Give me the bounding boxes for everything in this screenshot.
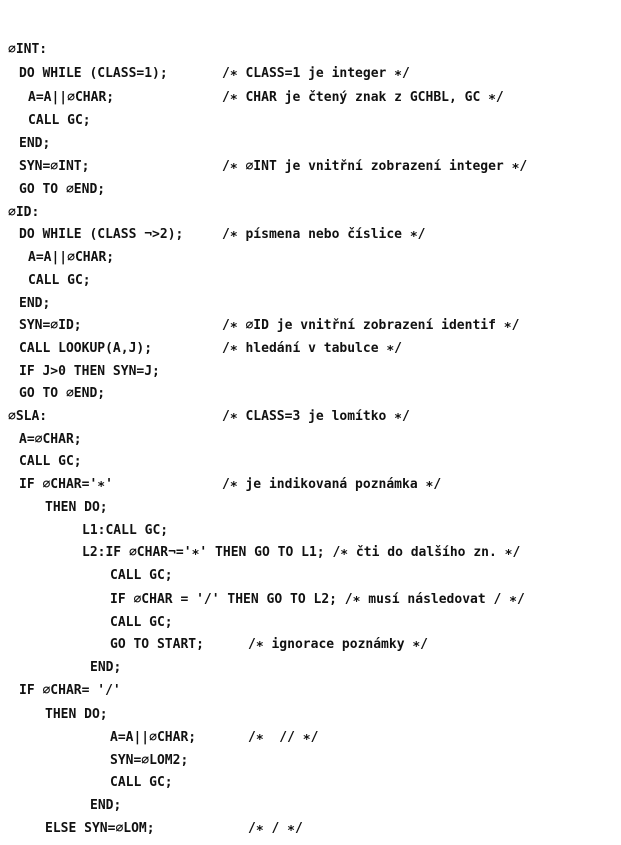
code-text: CALL GC;	[110, 615, 173, 630]
code-text: IF ∅CHAR= '/'	[19, 683, 121, 698]
code-text: L1:CALL GC;	[82, 523, 169, 538]
code-text: CALL GC;	[110, 568, 173, 583]
code-text: SYN=∅LOM2;	[110, 753, 189, 768]
code-text: DO WHILE (CLASS ¬>2);	[19, 227, 184, 242]
code-comment: /∗ je indikovaná poznámka ∗/	[222, 477, 442, 492]
code-text: A=A||∅CHAR;	[110, 730, 197, 745]
code-text: CALL GC;	[19, 454, 82, 469]
code-comment: /∗ ∅ID je vnitřní zobrazení identif ∗/	[222, 318, 520, 333]
code-text: CALL GC;	[28, 113, 91, 128]
code-text: ∅ID:	[8, 205, 40, 220]
code-text: A=A||∅CHAR;	[28, 90, 115, 105]
code-text: GO TO ∅END;	[19, 386, 106, 401]
code-text: END;	[90, 660, 122, 675]
code-text: SYN=∅ID;	[19, 318, 82, 333]
code-comment: /∗ / ∗/	[248, 821, 303, 836]
code-text: IF ∅CHAR = '/' THEN GO TO L2; /∗ musí následovat / ∗/	[110, 592, 525, 607]
code-text: L2:IF ∅CHAR¬='∗' THEN GO TO L1; /∗ čti do dalšího zn. ∗/	[82, 545, 521, 560]
code-text: A=A||∅CHAR;	[28, 250, 115, 265]
code-text: END;	[19, 296, 51, 311]
code-text: SYN=∅INT;	[19, 159, 90, 174]
code-text: THEN DO;	[45, 707, 108, 722]
code-comment: /∗ ignorace poznámky ∗/	[248, 637, 429, 652]
code-text: IF J>0 THEN SYN=J;	[19, 364, 160, 379]
code-comment: /∗ hledání v tabulce ∗/	[222, 341, 403, 356]
code-comment: /∗ ∅INT je vnitřní zobrazení integer ∗/	[222, 159, 528, 174]
code-text: ELSE SYN=∅LOM;	[45, 821, 155, 836]
code-text: CALL LOOKUP(A,J);	[19, 341, 153, 356]
code-text: THEN DO;	[45, 500, 108, 515]
code-comment: /∗ písmena nebo číslice ∗/	[222, 227, 426, 242]
code-text: ∅SLA:	[8, 409, 48, 424]
code-comment: /∗ CLASS=3 je lomítko ∗/	[222, 409, 410, 424]
code-text: GO TO START;	[110, 637, 204, 652]
code-comment: /∗ CHAR je čtený znak z GCHBL, GC ∗/	[222, 90, 504, 105]
code-comment: /∗ // ∗/	[248, 730, 319, 745]
code-text: END;	[90, 798, 122, 813]
code-text: END;	[19, 136, 51, 151]
code-text: GO TO ∅END;	[19, 182, 106, 197]
code-text: IF ∅CHAR='∗'	[19, 477, 113, 492]
code-comment: /∗ CLASS=1 je integer ∗/	[222, 66, 410, 81]
code-text: CALL GC;	[28, 273, 91, 288]
code-text: A=∅CHAR;	[19, 432, 82, 447]
code-text: ∅INT:	[8, 42, 48, 57]
code-text: DO WHILE (CLASS=1);	[19, 66, 168, 81]
code-text: CALL GC;	[110, 775, 173, 790]
